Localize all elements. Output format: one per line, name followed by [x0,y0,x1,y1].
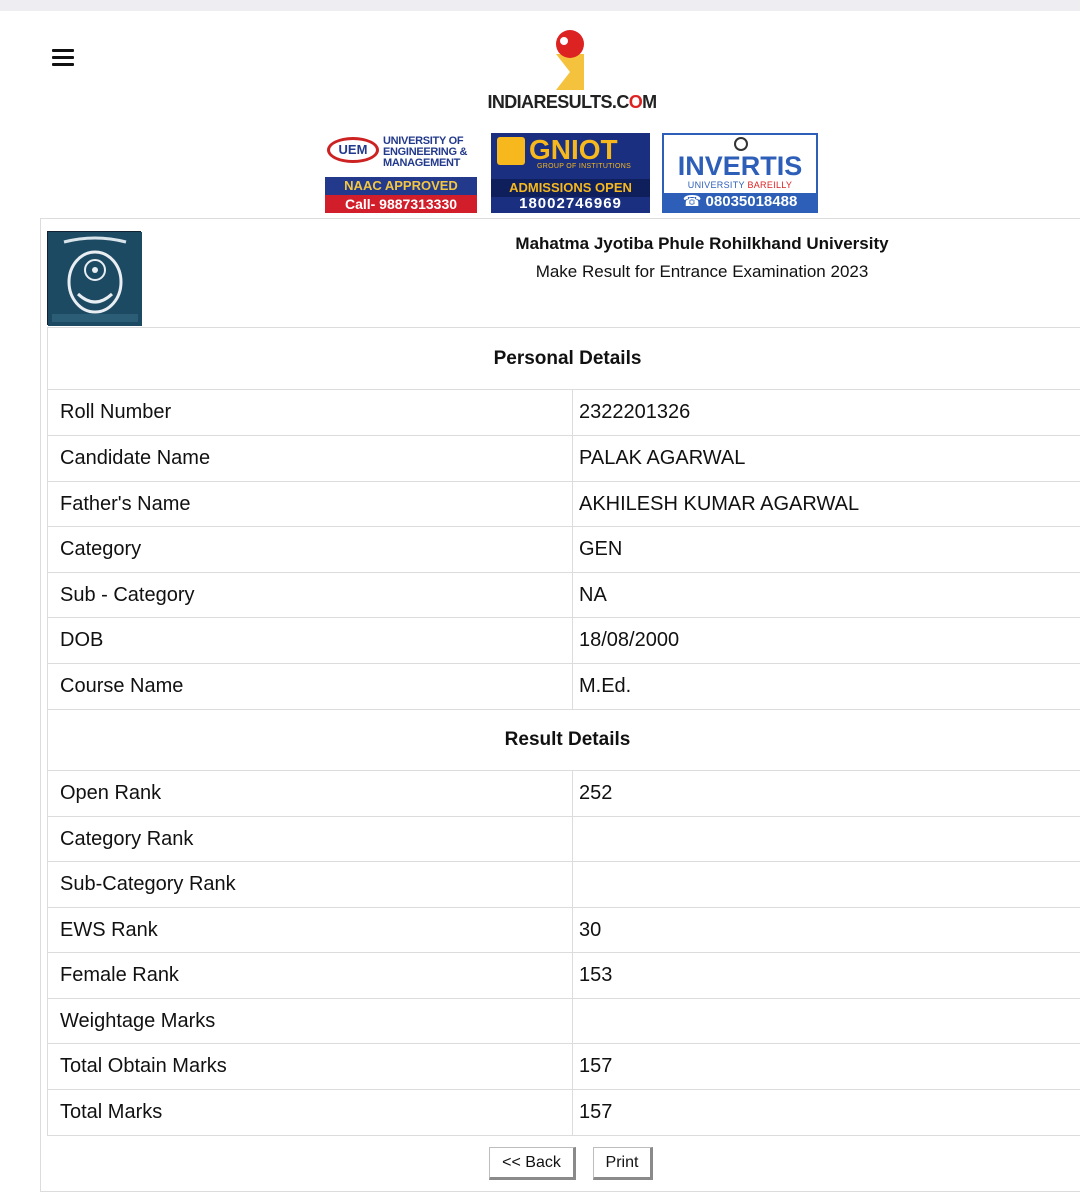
print-button[interactable]: Print [593,1147,653,1180]
table-row [48,618,1080,664]
hamburger-menu-icon[interactable] [52,49,74,67]
row-value: 30 [573,908,1080,953]
row-label: Open Rank [48,771,573,817]
logo-text: INDIARESULTS.COM [487,92,657,112]
row-label: Weightage Marks [48,999,573,1044]
site-logo[interactable] [486,24,658,114]
ad-banner-gniot[interactable] [491,133,650,213]
row-label: Total Marks [48,1090,573,1136]
result-details-heading: Result Details [48,710,1080,771]
logo-mark-icon [552,24,588,90]
table-row [48,436,1080,482]
table-row [48,999,1080,1044]
row-value [573,862,1080,908]
invertis-phone: ☎ 08035018488 [664,193,816,211]
gniot-admissions: ADMISSIONS OPEN [491,179,650,197]
table-row [48,862,1080,908]
uem-badge: UEM [327,137,379,163]
table-row [48,527,1080,573]
top-strip [0,0,1080,11]
invertis-title: INVERTIS [677,151,803,181]
table-row [48,664,1080,710]
table-row [48,817,1080,862]
uem-name: UNIVERSITY OF ENGINEERING & MANAGEMENT [383,135,468,169]
row-label: Course Name [48,664,573,710]
university-header [400,234,1004,282]
row-value: 252 [573,771,1080,817]
table-row [48,1090,1080,1136]
university-emblem [47,231,141,325]
table-row [48,482,1080,527]
invertis-sub: UNIVERSITY BAREILLY [687,180,793,190]
table-row [48,390,1080,436]
uem-call: Call- 9887313330 [325,195,477,213]
row-label: EWS Rank [48,908,573,953]
row-value: 153 [573,953,1080,999]
section-header-result [48,710,1080,771]
row-label: Roll Number [48,390,573,436]
section-header-personal [48,328,1080,390]
gniot-logo-icon [497,137,525,165]
result-table [47,327,1080,1136]
row-label: Category Rank [48,817,573,862]
row-label: Father's Name [48,482,573,527]
row-label: Sub - Category [48,573,573,618]
row-value: GEN [573,527,1080,573]
row-value [573,817,1080,862]
row-label: DOB [48,618,573,664]
gniot-phone: 18002746969 [519,195,622,212]
row-label: Female Rank [48,953,573,999]
uem-naac: NAAC APPROVED [325,177,477,195]
row-label: Candidate Name [48,436,573,482]
row-label: Category [48,527,573,573]
table-row [48,908,1080,953]
table-row [48,771,1080,817]
row-value: NA [573,573,1080,618]
table-row [48,1044,1080,1090]
table-row [48,573,1080,618]
personal-details-heading: Personal Details [48,328,1080,390]
row-value: PALAK AGARWAL [573,436,1080,482]
row-value: 157 [573,1090,1080,1136]
row-value: 18/08/2000 [573,618,1080,664]
exam-subtitle: Make Result for Entrance Examination 2023 [535,262,869,281]
row-label: Total Obtain Marks [48,1044,573,1090]
table-row [48,953,1080,999]
invertis-logo-icon [734,137,748,151]
row-label: Sub-Category Rank [48,862,573,908]
row-value: M.Ed. [573,664,1080,710]
row-value: 2322201326 [573,390,1080,436]
row-value: 157 [573,1044,1080,1090]
row-value [573,999,1080,1044]
ad-banner-invertis[interactable] [662,133,818,213]
ad-banner-uem[interactable] [323,133,479,213]
gniot-title: GNIOT [529,134,618,165]
back-button[interactable]: << Back [489,1147,576,1180]
gniot-sub: GROUP OF INSTITUTIONS [537,163,632,170]
row-value: AKHILESH KUMAR AGARWAL [573,482,1080,527]
university-name: Mahatma Jyotiba Phule Rohilkhand University [515,234,889,253]
